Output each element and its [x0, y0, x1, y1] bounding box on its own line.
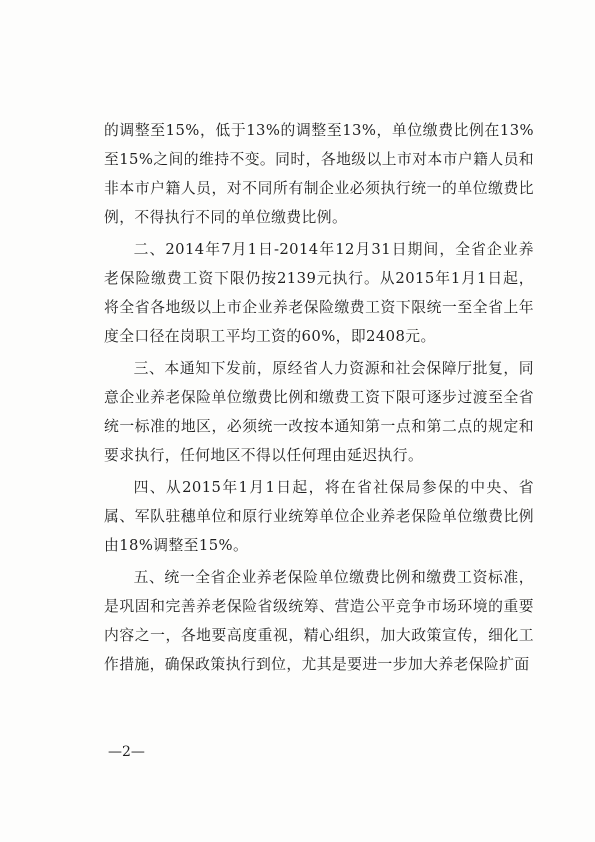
- paragraph-continuation: 的调整至15%，低于13%的调整至13%，单位缴费比例在13%至15%之间的维持不变。同时，各地级以上市对本市户籍人员和非本市户籍人员，对不同所有制企业必须执行统一的单位缴费比例，不得执行不同的单位缴费比例。: [104, 122, 534, 226]
- paragraph-item-3: 三、本通知下发前，原经省人力资源和社会保障厅批复，同意企业养老保险单位缴费比例和缴费工资下限可逐步过渡至全省统一标准的地区，必须统一改按本通知第一点和第二点的规定和要求执行，任何地区不得以任何理由延迟执行。: [104, 360, 534, 464]
- page-number: —2—: [108, 744, 145, 760]
- paragraph-item-2: 二、2014年7月1日-2014年12月31日期间，全省企业养老保险缴费工资下限仍按2139元执行。从2015年1月1日起，将全省各地级以上市企业养老保险缴费工资下限统一至全省上年度全口径在岗职工平均工资的60%，即2408元。: [104, 241, 534, 345]
- paragraph-item-5: 五、统一全省企业养老保险单位缴费比例和缴费工资标准，是巩固和完善养老保险省级统筹、营造公平竞争市场环境的重要内容之一，各地要高度重视，精心组织，加大政策宣传，细化工作措施，确保政策执行到位，尤其是要进一步加大养老保险扩面: [104, 569, 534, 673]
- paragraph-item-4: 四、从2015年1月1日起，将在省社保局参保的中央、省属、军队驻穗单位和原行业统筹单位企业养老保险单位缴费比例由18%调整至15%。: [104, 479, 534, 554]
- body-text: [104, 116, 534, 682]
